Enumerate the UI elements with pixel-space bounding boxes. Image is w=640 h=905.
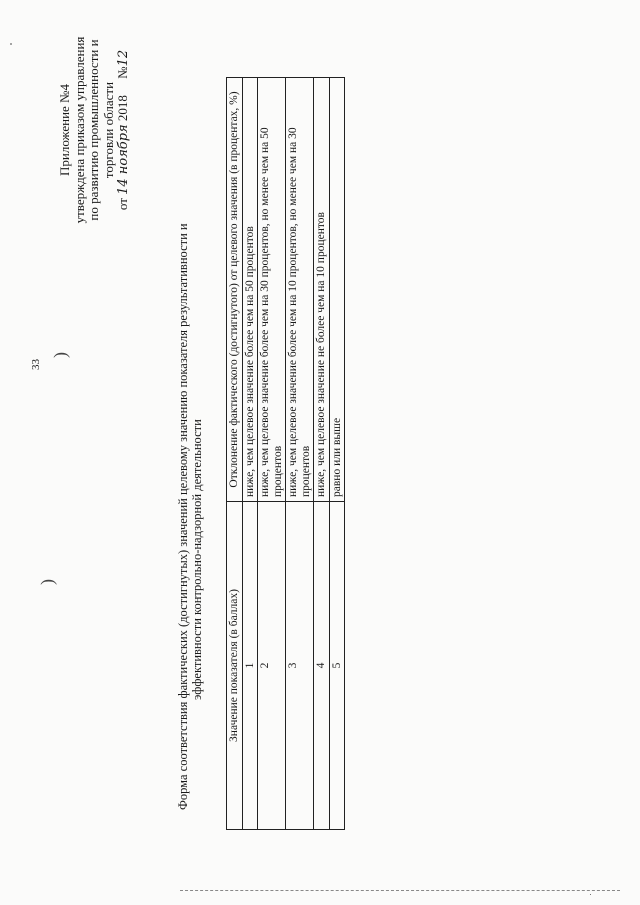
appendix-date-line bbox=[116, 20, 132, 240]
cell-deviation: ниже, чем целевое значение более чем на 30 процентов, но менее чем на 50 процентов bbox=[258, 78, 286, 502]
table-header-row bbox=[227, 78, 243, 830]
appendix-block bbox=[58, 20, 132, 240]
cell-score: 3 bbox=[286, 502, 314, 830]
cell-score: 1 bbox=[242, 502, 258, 830]
appendix-line-2: утверждена приказом управления bbox=[71, 36, 87, 224]
cell-score: 4 bbox=[314, 502, 330, 830]
appendix-line-4: торговли области bbox=[100, 81, 116, 179]
paren-mark-lower: ) bbox=[37, 579, 57, 585]
cell-deviation: равно или выше bbox=[329, 78, 345, 502]
cell-score: 5 bbox=[329, 502, 345, 830]
number-handwritten: 12 bbox=[116, 49, 131, 67]
table-row bbox=[242, 78, 258, 830]
table-row bbox=[258, 78, 286, 830]
appendix-line-3: по развитию промышленности и bbox=[86, 39, 101, 221]
scan-speck bbox=[10, 43, 12, 45]
header-score: Значение показателя (в баллах) bbox=[227, 502, 243, 830]
form-title-line-2: эффективности контрольно-надзорной деятельности bbox=[190, 419, 204, 700]
page-number: 33 bbox=[30, 359, 42, 370]
paren-mark-upper: ) bbox=[50, 352, 70, 358]
deviation-table bbox=[226, 77, 345, 830]
table-row bbox=[314, 78, 330, 830]
cell-deviation: ниже, чем целевое значение не более чем на 10 процентов bbox=[314, 78, 330, 502]
header-deviation: Отклонение фактического (достигнутого) от целевого значения (в процентах, %) bbox=[227, 78, 243, 502]
date-year: 2018 bbox=[115, 95, 130, 122]
form-title-line-1: Форма соответствия фактических (достигнутых) значений целевому значению показателя результативности и bbox=[176, 223, 190, 810]
cell-deviation: ниже, чем целевое значение более чем на 10 процентов, но менее чем на 30 процентов bbox=[286, 78, 314, 502]
number-label: № bbox=[115, 66, 130, 79]
appendix-line-1: Приложение №4 bbox=[57, 84, 72, 176]
form-title bbox=[176, 50, 204, 810]
table-row bbox=[286, 78, 314, 830]
scan-bottom-edge bbox=[180, 890, 620, 891]
date-prefix: от bbox=[115, 198, 130, 211]
cell-deviation: ниже, чем целевое значение более чем на 50 процентов bbox=[242, 78, 258, 502]
date-handwritten: 14 ноября bbox=[116, 124, 131, 195]
scan-edge-mark bbox=[590, 894, 591, 895]
table-row bbox=[329, 78, 345, 830]
cell-score: 2 bbox=[258, 502, 286, 830]
